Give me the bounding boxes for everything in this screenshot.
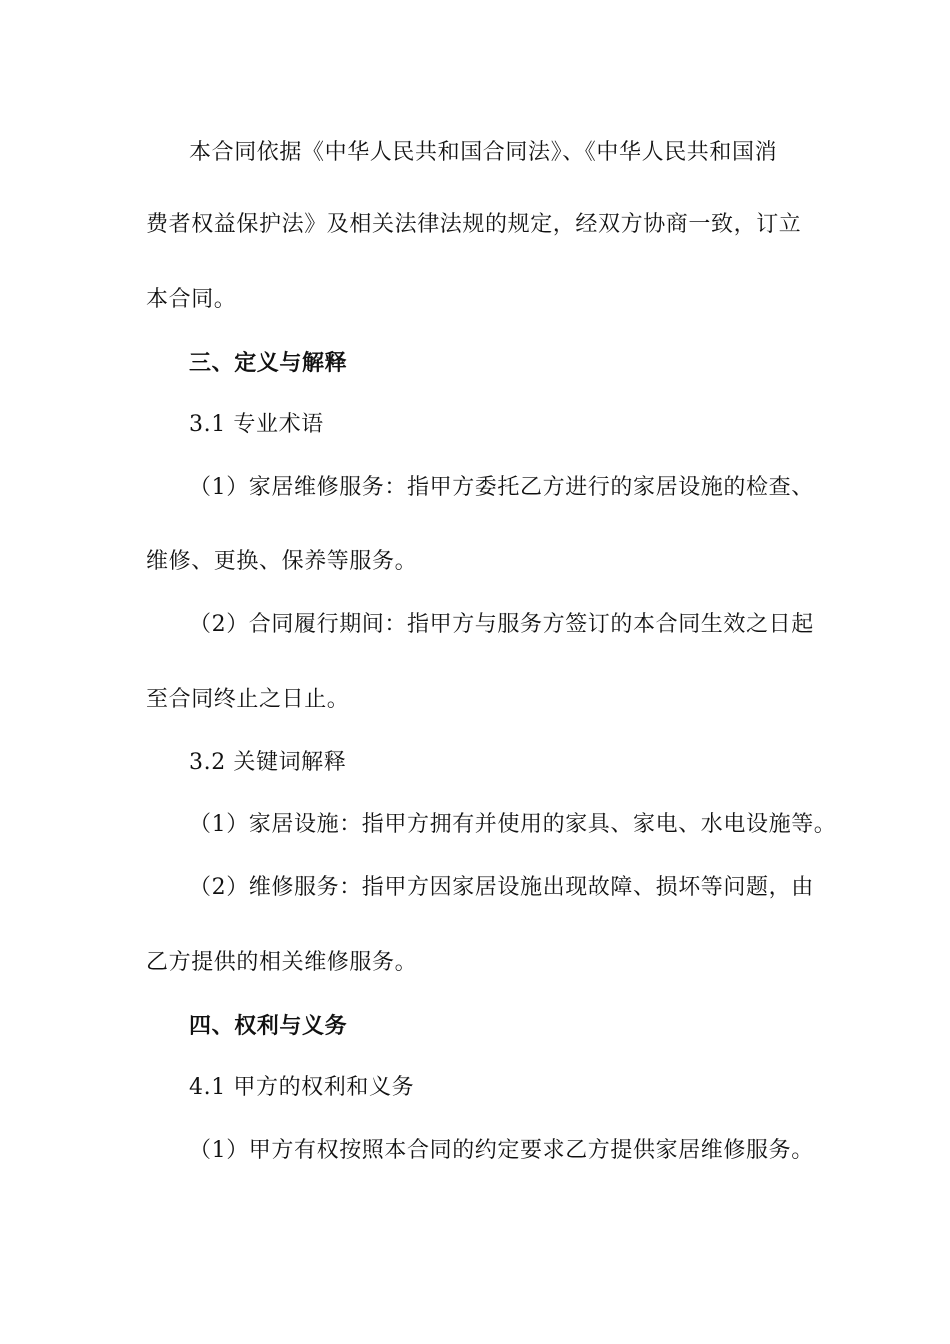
item-3-1-1-line-1: （1）家居维修服务：指甲方委托乙方进行的家居设施的检查、 [189, 475, 814, 500]
item-3-1-2-line-2: 至合同终止之日止。 [146, 687, 350, 712]
subsection-heading-4-1: 4.1 甲方的权利和义务 [189, 1075, 415, 1100]
item-3-2-2-line-2: 乙方提供的相关维修服务。 [146, 950, 418, 975]
item-3-1-1-line-2: 维修、更换、保养等服务。 [146, 549, 418, 574]
paragraph-intro-line-3: 本合同。 [146, 287, 237, 312]
paragraph-intro-line-1: 本合同依据《中华人民共和国合同法》、《中华人民共和国消 [189, 140, 778, 165]
section-heading-3: 三、定义与解释 [189, 350, 348, 376]
item-4-1-1: （1）甲方有权按照本合同的约定要求乙方提供家居维修服务。 [189, 1138, 814, 1163]
subsection-heading-3-2: 3.2 关键词解释 [189, 750, 347, 775]
item-3-2-2-line-1: （2）维修服务：指甲方因家居设施出现故障、损坏等问题，由 [189, 875, 814, 900]
section-heading-4: 四、权利与义务 [189, 1013, 348, 1039]
item-3-2-1: （1）家居设施：指甲方拥有并使用的家具、家电、水电设施等。 [189, 812, 837, 837]
subsection-heading-3-1: 3.1 专业术语 [189, 412, 324, 437]
item-3-1-2-line-1: （2）合同履行期间：指甲方与服务方签订的本合同生效之日起 [189, 612, 814, 637]
paragraph-intro-line-2: 费者权益保护法》及相关法律法规的规定，经双方协商一致，订立 [146, 212, 802, 237]
